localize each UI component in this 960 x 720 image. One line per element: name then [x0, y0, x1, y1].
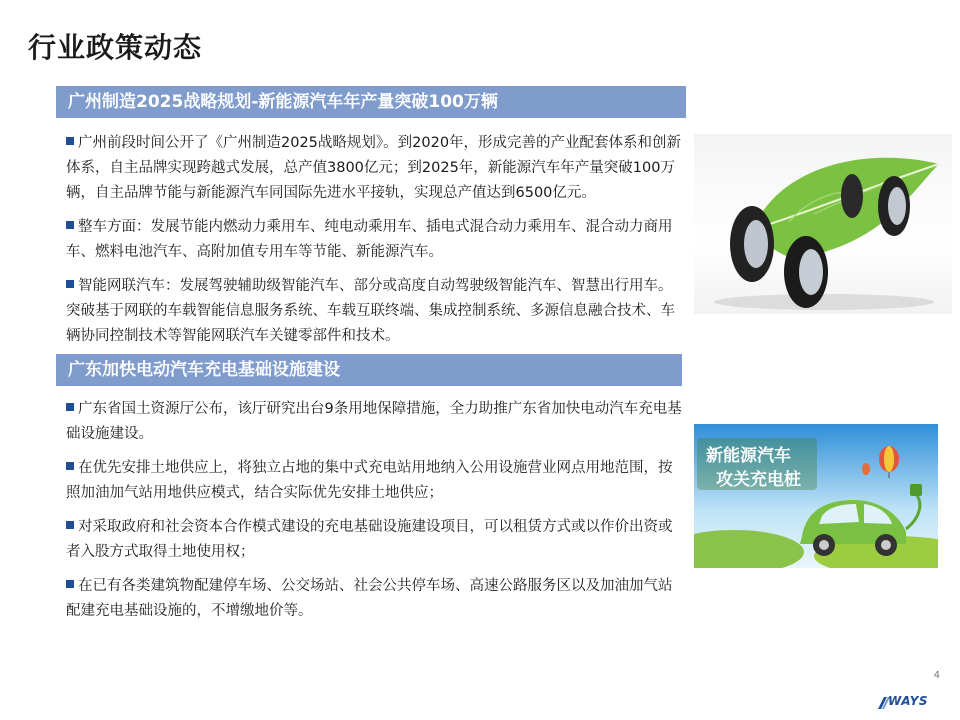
bullet-square-icon [66, 462, 74, 470]
bullet-square-icon [66, 137, 74, 145]
list-item [66, 574, 684, 624]
ev-charging-illustration [694, 424, 938, 568]
banner-caption-line1: 新能源汽车 [706, 446, 791, 466]
list-item [66, 397, 684, 447]
list-item [66, 215, 684, 265]
leaf-car-image [694, 134, 952, 314]
bullet-text: 整车方面：发展节能内燃动力乘用车、纯电动乘用车、插电式混合动力乘用车、混合动力商用车、燃料电池汽车、高附加值专用车等节能、新能源汽车。 [66, 219, 673, 260]
bullet-square-icon [66, 580, 74, 588]
bullet-square-icon [66, 221, 74, 229]
section-heading-guangzhou: 广州制造2025战略规划-新能源汽车年产量突破100万辆 [56, 86, 686, 118]
bullet-square-icon [66, 280, 74, 288]
page-title: 行业政策动态 [28, 31, 203, 64]
bullet-text: 在优先安排土地供应上，将独立占地的集中式充电站用地纳入公用设施营业网点用地范围，按照加油加气站用地供应模式，结合实际优先安排土地供应； [66, 460, 673, 501]
bullet-text: 智能网联汽车：发展驾驶辅助级智能汽车、部分或高度自动驾驶级智能汽车、智慧出行用车。突破基于网联的车载智能信息服务系统、车载互联终端、集成控制系统、多源信息融合技术、车辆协同控制技术等智能网联汽车关键零部件和技术。 [66, 278, 675, 344]
tire-icon [730, 206, 774, 282]
section-heading-guangdong: 广东加快电动汽车充电基础设施建设 [56, 354, 682, 386]
bullet-text: 对采取政府和社会资本合作模式建设的充电基础设施建设项目，可以租赁方式或以作价出资或者入股方式取得土地使用权； [66, 519, 673, 560]
page-number: 4 [933, 670, 940, 681]
bullet-list-guangzhou [66, 131, 684, 358]
list-item [66, 131, 684, 206]
banner-caption-line2: 攻关充电桩 [716, 470, 801, 490]
list-item [66, 515, 684, 565]
bullet-list-guangdong [66, 397, 684, 633]
bullet-square-icon [66, 521, 74, 529]
list-item [66, 274, 684, 349]
ways-logo-text: WAYS [888, 694, 929, 708]
bullet-square-icon [66, 403, 74, 411]
ev-charging-banner-image [694, 424, 938, 568]
bullet-text: 在已有各类建筑物配建停车场、公交场站、社会公共停车场、高速公路服务区以及加油加气站配建充电基础设施的，不增缴地价等。 [66, 578, 673, 619]
list-item [66, 456, 684, 506]
bullet-text: 广州前段时间公开了《广州制造2025战略规划》。到2020年，形成完善的产业配套体系和创新体系，自主品牌实现跨越式发展，总产值3800亿元；到2025年，新能源汽车年产量突破100万辆，自主品牌节能与新能源汽车同国际先进水平接轨，实现总产值达到6500亿元。 [66, 135, 682, 201]
bullet-text: 广东省国土资源厅公布，该厅研究出台9条用地保障措施，全力助推广东省加快电动汽车充电基础设施建设。 [66, 401, 682, 442]
leaf-car-illustration [694, 134, 952, 314]
